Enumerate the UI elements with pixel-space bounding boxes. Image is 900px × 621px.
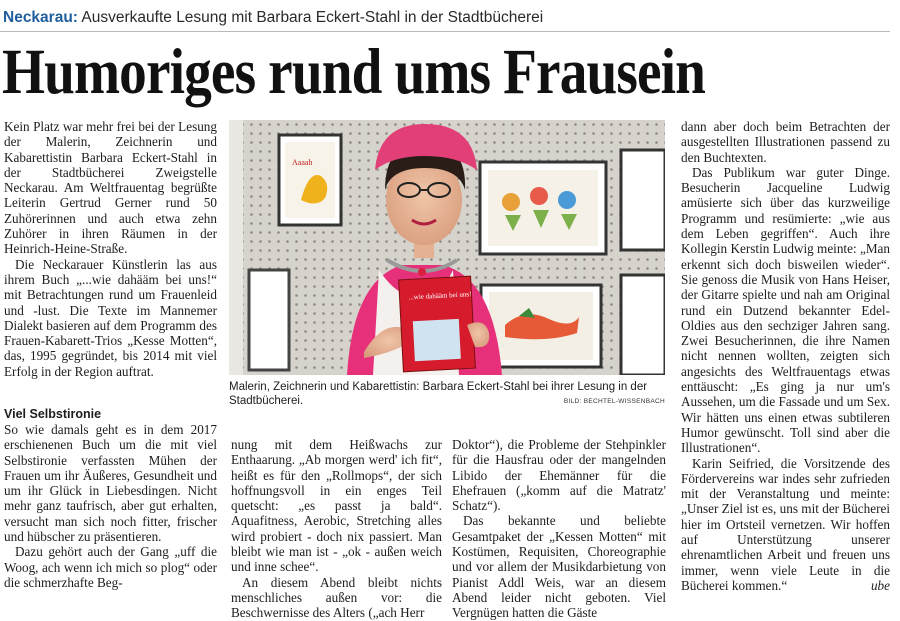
paragraph-book: Die Neckarauer Künstlerin las aus ihrem Buch „...wie dahääm bei uns!“ mit Betrachtungen rund um Frauenleid und -lust. Die Texte im Mannemer Dialekt basieren auf dem Programm des Frauen-Kabarett-Trios „Kesse Motten“, das, 1995 gegründet, bis 2014 mit viel Erfolg in der Region auftrat. <box>4 256 217 379</box>
column-3 <box>452 437 666 621</box>
paragraph-gesamtpaket: Das bekannte und beliebte Gesamtpaket der „Kessen Motten“ mit Kostümen, Requisiten, Choreographie und vor allem der Musikdarbietung von Pianist Addl Weis, war an diesem Abend leider nicht geboten. Viel Vergnügen hatten die Gäste <box>452 513 666 621</box>
article-photo <box>229 120 665 375</box>
paragraph-doktor: Doktor“), die Probleme der Stehpinkler für die Hausfrau oder der mangelnden Libido der Ehemänner für die Ehefrauen („komm auf die Matratz' Schatz“). <box>452 437 666 514</box>
kicker-text: Ausverkaufte Lesung mit Barbara Eckert-Stahl in der Stadtbücherei <box>77 9 544 26</box>
paragraph-foerderverein-text: Karin Seifried, die Vorsitzende des Fördervereins war indes sehr zufrieden mit der Veranstaltung und meinte: „Unser Ziel ist es, uns mit der Bücherei hier im Ortsteil vernetzen. Wir hoffen auf Unterstützung unserer ehrenamtlichen Arbeit und freuen uns immer, wenn viele Leute in die Bücherei kommen.“ <box>681 455 890 593</box>
photo-caption: Malerin, Zeichnerin und Kabarettistin: Barbara Eckert-Stahl bei ihrer Lesung in der Stadtbücherei. <box>229 381 648 407</box>
photo-credit: BILD: BECHTEL-WISSENBACH <box>563 398 665 405</box>
photo-illustration <box>229 120 665 375</box>
column-4 <box>681 119 890 593</box>
paragraph-heisswachs: nung mit dem Heißwachs zur Enthaarung. „Ab morgen werd' ich fit“, heißt es für den „Rollmops“, der sich hoffnungsvoll in ein enges Teil quetscht: „es passt ja bald“. Aquafitness, Aerobic, Stretching alles wird probiert - doch nix passiert. Man bleibt wie man ist - „ok - außen weich und inne schee“. <box>231 437 442 575</box>
paragraph-woog: Dazu gehört auch der Gang „uff die Woog, ach wenn ich mich so plog“ oder die schmerzhafte Beg- <box>4 544 217 590</box>
author-signature: ube <box>870 577 890 593</box>
book-cover-title: ...wie dahääm bei uns! <box>408 290 472 302</box>
top-rule <box>0 31 890 32</box>
column-1-lower <box>4 406 217 590</box>
kicker-place: Neckarau: <box>3 9 78 26</box>
column-2 <box>231 437 442 621</box>
paragraph-publikum: Das Publikum war guter Dinge. Besucherin Jacqueline Ludwig amüsierte sich über das kurzweilige Programm und resümierte: „wie aus dem Leben gegriffen“. Auch ihre Kollegin Kerstin Ludwig meinte: „Man erkennt sich doch bisweilen wieder“. Sie genoss die Musik von Hans Heiser, der Gitarre spielte und nah am Original rund ein Dutzend bekannter Edel-Oldies aus den sechziger Jahren sang. Zwei Besucherinnen, die ihre Namen nicht nennen wollten, zeigten sich angesichts des Weltfrauentags etwas enttäuscht: „Es ging ja nur um's Aussehen, um die Fassade und um Sex. Wir hätten uns einen etwas subtileren Humor gewünscht. Toll sind aber die Illustrationen“. <box>681 164 890 456</box>
paragraph-foerderverein <box>681 456 890 594</box>
column-1 <box>4 119 217 379</box>
article-kicker <box>3 9 893 27</box>
paragraph-selbstironie: So wie damals geht es in dem 2017 erschienenen Buch um die mit viel Selbstironie verfassten Mühen der Frauen um ihr Äußeres, Gesundheit und um ihr Glück in Liebesdingen. Nicht mehr ganz taufrisch, aber gut erhalten, versucht man sich noch fitter, frischer und hübscher zu präsentieren. <box>4 422 217 545</box>
paragraph-intro: Kein Platz war mehr frei bei der Lesung der Malerin, Zeichnerin und Kabarettistin Barbara Eckert-Stahl in der Stadtbücherei Zweigstelle Neckarau. Am Weltfrauentag begrüßte Leiterin Gertrud Gerner rund 50 Zuhörerinnen und auch etwa zehn Zuhörer in ihren Räumen in der Heinrich-Heine-Straße. <box>4 119 217 257</box>
paragraph-illustrationen: dann aber doch beim Betrachten der ausgestellten Illustrationen passend zu den Buchtexten. <box>681 119 890 165</box>
paragraph-abend: An diesem Abend bleibt nichts menschliches außen vor: die Beschwernisse des Alters („ach Herr <box>231 574 442 621</box>
headline: Humoriges rund ums Frausein <box>2 36 706 108</box>
svg-text:Aaaah: Aaaah <box>292 158 313 167</box>
subheading: Viel Selbstironie <box>4 407 102 421</box>
